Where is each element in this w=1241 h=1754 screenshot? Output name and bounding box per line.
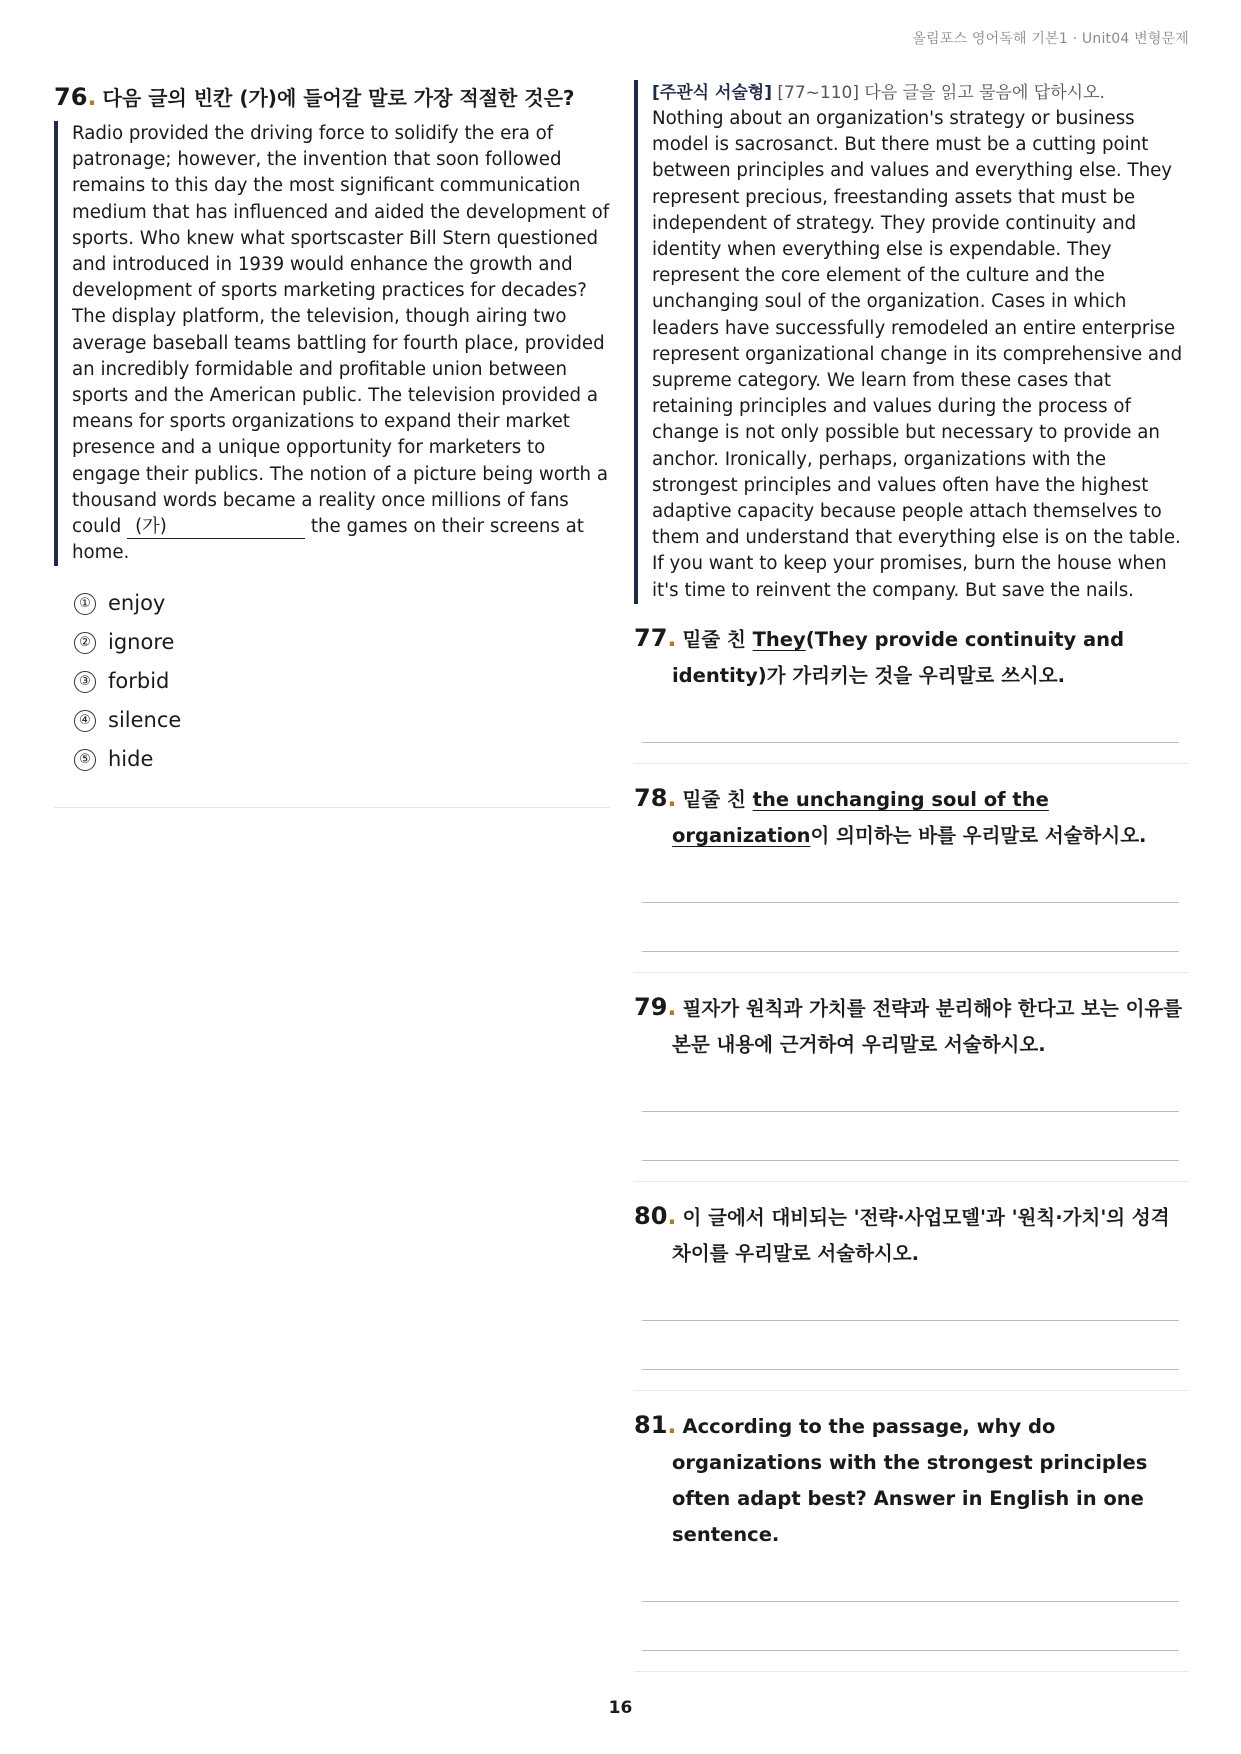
number-dot: . <box>667 992 677 1021</box>
left-column <box>54 80 610 808</box>
answer-line[interactable] <box>642 694 1179 743</box>
question-prompt: 다음 글의 빈칸 (가)에 들어갈 말로 가장 적절한 것은? <box>102 86 575 110</box>
question-number: 76 <box>54 83 88 111</box>
passage-text: Radio provided the driving force to solidify the era of patronage; however, the invention that soon followed remains to this day the most significant communication medium that has influenced and aided the development of sports. Who knew what sportscaster Bill Stern questioned and introduced in 1939 would enhance the growth and development of sports marketing practices for decades? The display platform, the television, though airing two average baseball teams battling for fourth place, provided an incredibly formidable and profitable union between sports and the American public. The television provided a means for sports organizations to expand their market presence and a unique opportunity for marketers to engage their publics. The notion of a picture being worth a thousand words became a reality once millions of fans could <box>72 123 610 538</box>
question-number: 77 <box>634 623 668 652</box>
question-80 <box>634 1198 1189 1391</box>
divider <box>634 763 1189 764</box>
option-number: ① <box>74 593 96 615</box>
answer-line[interactable] <box>642 1602 1179 1651</box>
question-78 <box>634 780 1189 973</box>
question-text: 이 글에서 대비되는 '전략·사업모델'과 '원칙·가치'의 성격 차이를 우리말로 서술하시오. <box>672 1205 1170 1265</box>
answer-line[interactable] <box>642 903 1179 952</box>
divider <box>54 807 610 808</box>
option-1[interactable] <box>74 584 610 623</box>
question-number: 79 <box>634 992 668 1021</box>
question-77 <box>634 620 1189 764</box>
right-column <box>634 80 1189 1672</box>
passage-76 <box>54 121 616 566</box>
passage-text-end: the games on their screens at home. <box>72 516 584 564</box>
underlined-phrase: the unchanging soul of the organization <box>672 787 1049 847</box>
option-2[interactable] <box>74 623 610 662</box>
number-dot: . <box>667 1410 677 1439</box>
number-dot: . <box>667 783 677 812</box>
divider <box>634 1390 1189 1391</box>
option-number: ④ <box>74 710 96 732</box>
divider <box>634 1671 1189 1672</box>
option-5[interactable] <box>74 740 610 779</box>
option-number: ② <box>74 632 96 654</box>
answer-line[interactable] <box>642 1321 1179 1370</box>
option-text: forbid <box>108 669 170 694</box>
question-number: 81 <box>634 1410 668 1439</box>
option-text: silence <box>108 708 182 733</box>
blank-ga: (가) <box>127 516 305 539</box>
page-number: 16 <box>608 1698 633 1718</box>
number-dot: . <box>667 623 677 652</box>
answer-line[interactable] <box>642 1272 1179 1321</box>
question-80-heading <box>634 1198 1189 1272</box>
instruction-text: [77~110] 다음 글을 읽고 물음에 답하시오. <box>772 83 1105 103</box>
answer-line[interactable] <box>642 1553 1179 1602</box>
passage-77-110 <box>634 80 1197 604</box>
option-text: ignore <box>108 630 175 655</box>
passage-text: Nothing about an organization's strategy or business model is sacrosanct. But there must be a cutting point between principles and values and everything else. They represent precious, freestanding assets that must be independent of strategy. They provide continuity and identity when everything else is expendable. They represent the core element of the culture and the unchanging soul of the organization. Cases in which leaders have successfully remodeled an entire enterprise represent organizational change in its comprehensive and supreme category. We learn from these cases that retaining principles and values during the process of change is not only possible but necessary to provide an anchor. Ironically, perhaps, organizations with the strongest principles and values often have the highest adaptive capacity because people attach themselves to them and understand that everything else is on the table. If you want to keep your promises, burn the house when it's time to reinvent the company. But save the nails. <box>652 108 1183 601</box>
option-number: ⑤ <box>74 749 96 771</box>
question-76-heading <box>54 80 610 115</box>
question-81-heading <box>634 1407 1189 1553</box>
answer-options <box>74 584 610 779</box>
header-label: 올림포스 영어독해 기본1 · Unit04 변형문제 <box>912 31 1189 47</box>
answer-line[interactable] <box>642 1112 1179 1161</box>
question-number: 80 <box>634 1201 668 1230</box>
option-text: hide <box>108 747 154 772</box>
answer-line[interactable] <box>642 1063 1179 1112</box>
passage-instruction <box>652 80 1197 106</box>
question-text: According to the passage, why do organizations with the strongest principles often adapt best? Answer in English in one sentence. <box>672 1414 1148 1546</box>
number-dot: . <box>667 1201 677 1230</box>
divider <box>634 972 1189 973</box>
question-text-post: (They provide continuity and identity)가 가리키는 것을 우리말로 쓰시오. <box>672 627 1125 687</box>
option-3[interactable] <box>74 662 610 701</box>
question-text: 필자가 원칙과 가치를 전략과 분리해야 한다고 보는 이유를 본문 내용에 근거하여 우리말로 서술하시오. <box>672 996 1183 1056</box>
question-79 <box>634 989 1189 1182</box>
question-text-pre: 밑줄 친 <box>682 627 753 651</box>
option-number: ③ <box>74 671 96 693</box>
option-4[interactable] <box>74 701 610 740</box>
question-number: 78 <box>634 783 668 812</box>
number-dot: . <box>87 83 97 111</box>
question-text-post: 이 의미하는 바를 우리말로 서술하시오. <box>810 823 1147 847</box>
question-77-heading <box>634 620 1189 694</box>
question-text-pre: 밑줄 친 <box>682 787 753 811</box>
question-79-heading <box>634 989 1189 1063</box>
subjective-tag: [주관식 서술형] <box>652 83 772 103</box>
question-78-heading <box>634 780 1189 854</box>
question-81 <box>634 1407 1189 1672</box>
answer-line[interactable] <box>642 854 1179 903</box>
option-text: enjoy <box>108 591 166 616</box>
underlined-phrase: They <box>752 627 806 651</box>
divider <box>634 1181 1189 1182</box>
